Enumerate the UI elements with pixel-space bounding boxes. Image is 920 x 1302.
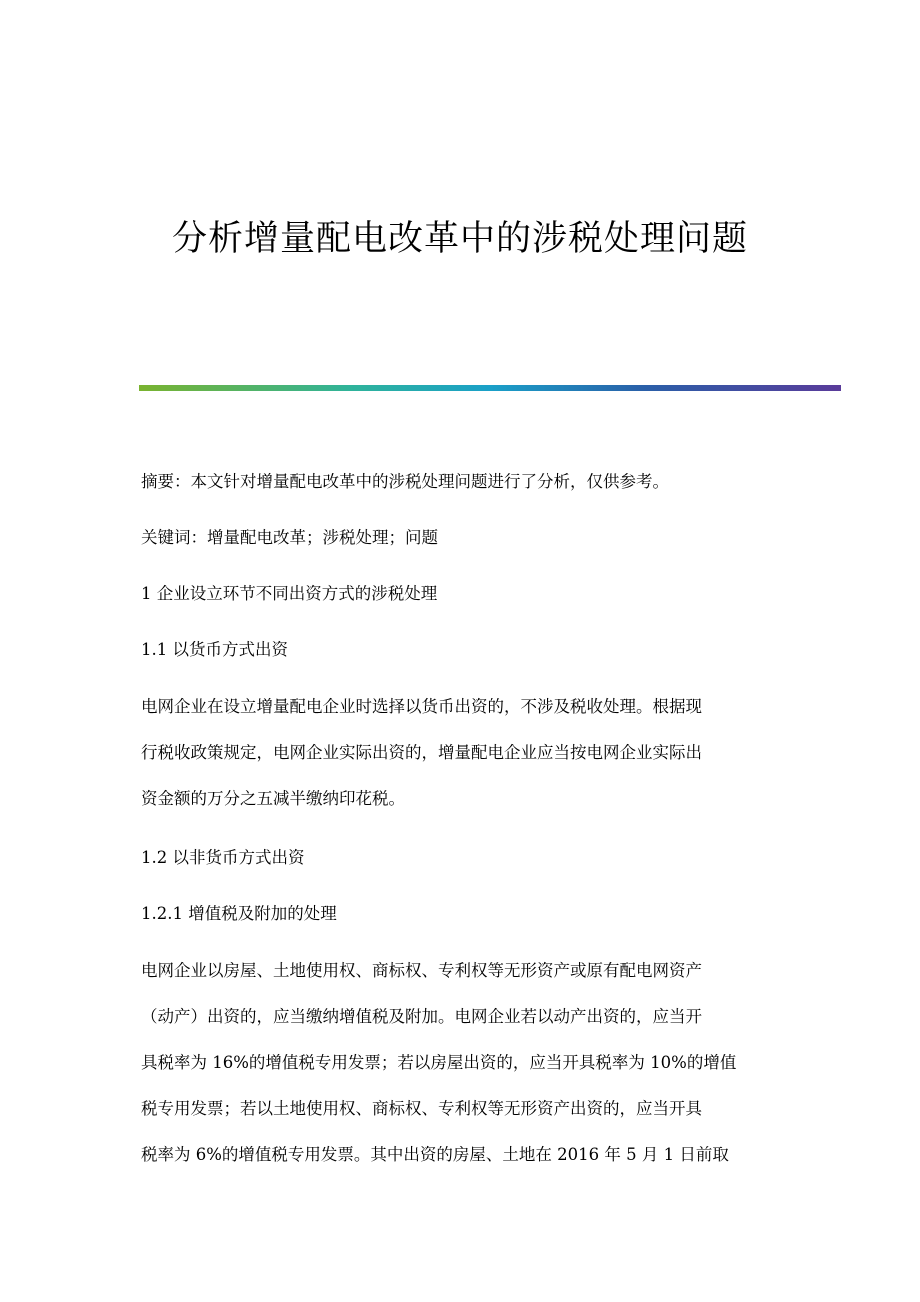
abstract: 摘要：本文针对增量配电改革中的涉税处理问题进行了分析，仅供参考。 <box>141 472 669 491</box>
section-heading-1-2-1: 1.2.1 增值税及附加的处理 <box>141 904 337 923</box>
paragraph-line: 税率为 6%的增值税专用发票。其中出资的房屋、土地在 2016 年 5 月 1 日前取 <box>141 1145 729 1164</box>
paragraph-line: 行税收政策规定，电网企业实际出资的，增量配电企业应当按电网企业实际出 <box>141 743 702 762</box>
section-heading-1-2: 1.2 以非货币方式出资 <box>141 848 305 867</box>
paragraph-line: 电网企业在设立增量配电企业时选择以货币出资的，不涉及税收处理。根据现 <box>141 697 702 716</box>
paragraph-line: 具税率为 16%的增值税专用发票；若以房屋出资的，应当开具税率为 10%的增值 <box>141 1053 737 1072</box>
title-divider <box>139 385 841 391</box>
document-title: 分析增量配电改革中的涉税处理问题 <box>171 219 748 259</box>
paragraph-1-2-1 <box>141 948 781 1178</box>
section-heading-1-1: 1.1 以货币方式出资 <box>141 640 288 659</box>
paragraph-line: （动产）出资的，应当缴纳增值税及附加。电网企业若以动产出资的，应当开 <box>141 1007 702 1026</box>
paragraph-line: 电网企业以房屋、土地使用权、商标权、专利权等无形资产或原有配电网资产 <box>141 961 702 980</box>
keywords: 关键词：增量配电改革；涉税处理；问题 <box>141 528 438 547</box>
paragraph-line: 资金额的万分之五减半缴纳印花税。 <box>141 789 405 808</box>
section-heading-1: 1 企业设立环节不同出资方式的涉税处理 <box>141 584 438 603</box>
paragraph-line: 税专用发票；若以土地使用权、商标权、专利权等无形资产出资的，应当开具 <box>141 1099 702 1118</box>
paragraph-1-1 <box>141 684 781 822</box>
